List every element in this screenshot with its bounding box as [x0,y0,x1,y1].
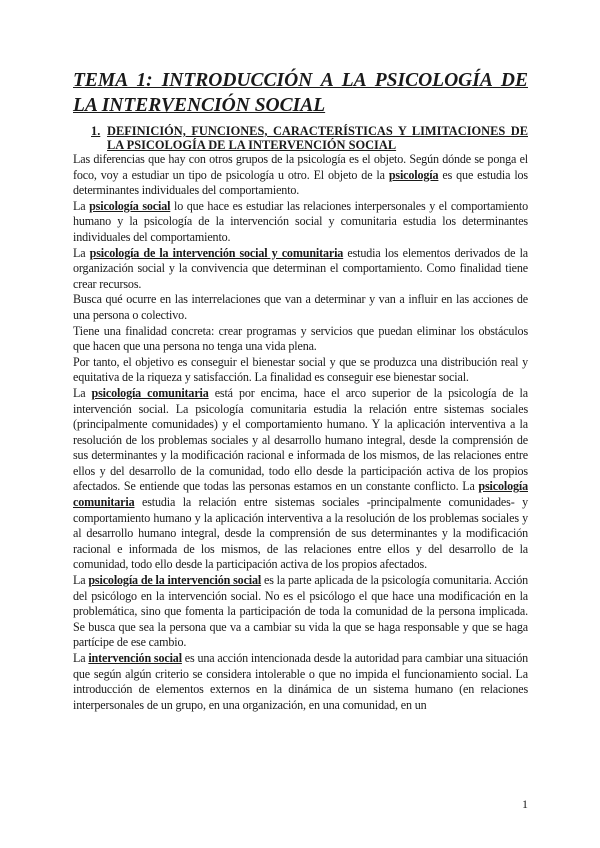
keyword-psicologia-social: psicología social [89,198,171,213]
paragraph-1: Las diferencias que hay con otros grupos de la psicología es el objeto. Según dónde se ponga el foco, voy a estudiar un tipo de psicología u otro. El objeto de la psicología es que estudia los determinantes individuales del comportamiento. [73,152,528,198]
paragraph-4: Busca qué ocurre en las interrelaciones que van a determinar y van a influir en las acciones de una persona o colectivo. [73,292,528,322]
page-number: 1 [522,797,528,811]
paragraph-8: La psicología de la intervención social es la parte aplicada de la psicología comunitaria. Acción del psicólogo en la intervención social. No es el psicólogo el que hace una modificación en la problemática, sino que fomenta la participación de toda la comunidad de la persona implicada. Se busca que sea la persona que va a cambiar su vida la que se haga responsable y que se haga partícipe de ese cambio. [73,573,528,650]
paragraph-3: La psicología de la intervención social y comunitaria estudia los elementos derivados de la organización social y la convivencia que determinan el comportamiento. Como finalidad tiene crear recursos. [73,245,528,291]
keyword-psicologia-intervencion-comunitaria: psicología de la intervención social y comunitaria [89,245,344,260]
paragraph-7: La psicología comunitaria está por encima, hace el arco superior de la psicología de la intervención social. La psicología comunitaria estudia la relación entre sistemas sociales (principalmente comunidades) y el comportamiento humano. Y la aplicación interventiva a la resolución de los problemas sociales y al desarrollo humano integral, desde la comprensión de sus determinantes y la modificación racional e informada de los mismos, de las relaciones entre ellos y del desarrollo de la comunidad, todo ello desde la participación activa de los propios afectados. Se entiende que todas las personas estamos en un constante conflicto. La psicología comunitaria estudia la relación entre sistemas sociales -principalmente comunidades- y comportamiento humano y la aplicación interventiva a la resolución de los problemas sociales y al desarrollo humano integral, desde la comprensión de sus determinantes y la modificación racional e informada de los mismos, de las relaciones entre ellos y del desarrollo de la comunidad, todo ello desde la participación activa de los propios afectados. [73,385,528,572]
keyword-psicologia: psicología [388,167,439,182]
document-body [73,152,528,713]
paragraph-6: Por tanto, el objetivo es conseguir el bienestar social y que se produzca una distribución real y equitativa de la riqueza y satisfacción. La finalidad es conseguir ese bienestar social. [73,354,528,385]
document-page [73,68,528,154]
keyword-intervencion-social: intervención social [88,651,182,665]
section-number: 1. [91,124,101,138]
document-title: TEMA 1: INTRODUCCIÓN A LA PSICOLOGÍA DE LA INTERVENCIÓN SOCIAL [73,70,528,116]
paragraph-2: La psicología social lo que hace es estudiar las relaciones interpersonales y el comportamiento humano y la psicología de la intervención social y comunitaria estudia los determinantes individuales del comportamiento. [73,198,528,244]
paragraph-9: La intervención social es una acción intencionada desde la autoridad para cambiar una situación que según algún criterio se considera intolerable o que no impida el funcionamiento social. La introducción de elementos externos en la dinámica de un sistema humano (en relaciones interpersonales de un grupo, en una organización, en una comunidad, en un [73,651,528,712]
keyword-psicologia-comunitaria-2: psicología comunitaria [73,479,528,510]
section-title: DEFINICIÓN, FUNCIONES, CARACTERÍSTICAS Y LIMITACIONES DE LA PSICOLOGÍA DE LA INTERVENCIÓN SOCIAL [107,124,528,152]
paragraph-5: Tiene una finalidad concreta: crear programas y servicios que puedan eliminar los obstáculos que hacen que una persona no tenga una vida plena. [73,323,528,354]
keyword-psicologia-comunitaria: psicología comunitaria [91,385,209,400]
keyword-psicologia-intervencion-social: psicología de la intervención social [88,573,262,588]
section-heading [91,124,528,152]
